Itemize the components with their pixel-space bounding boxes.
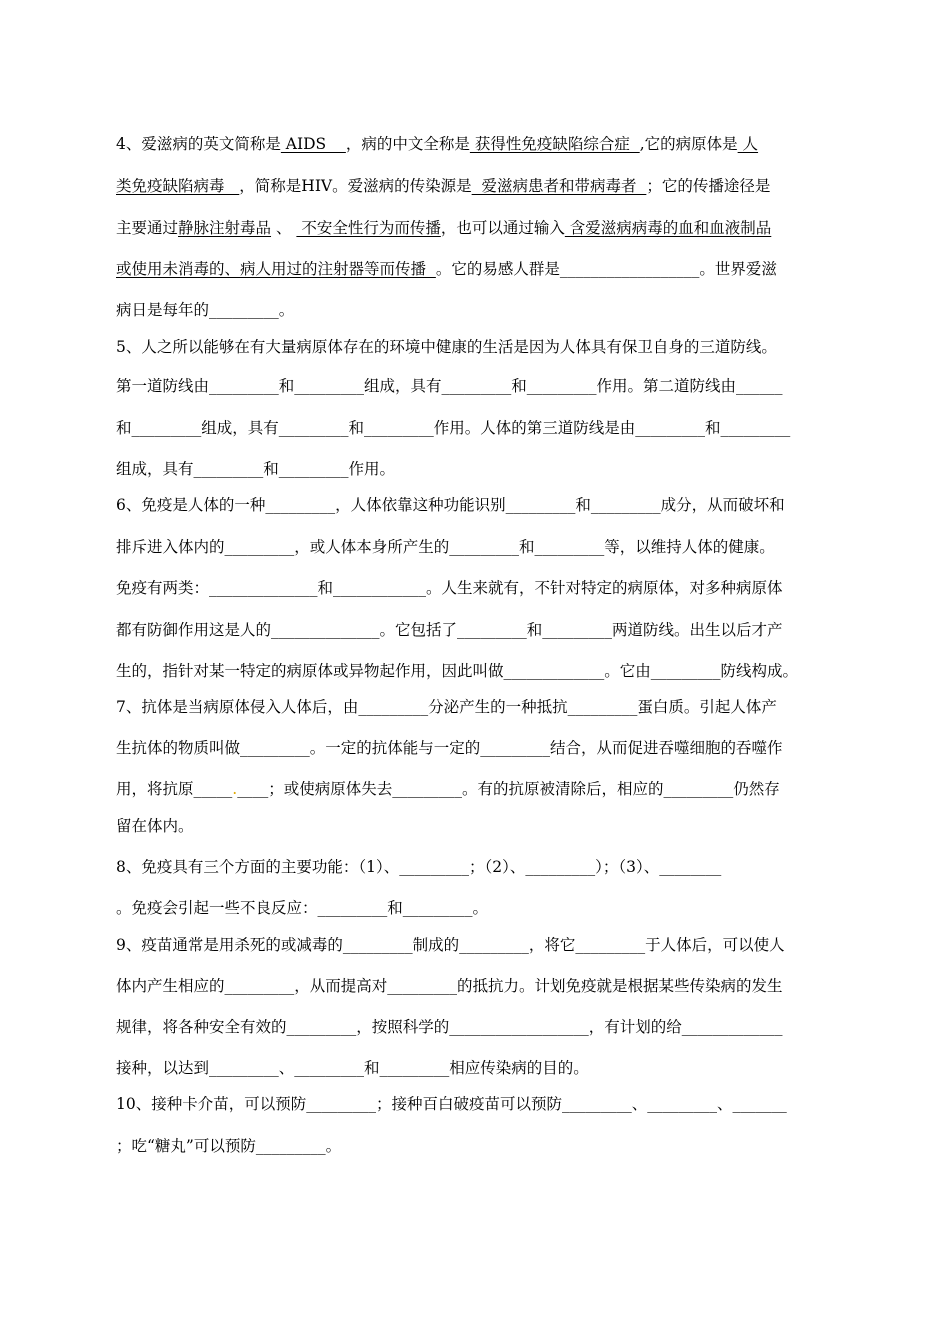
question-text: 主要通过 [116,219,179,237]
question-text: 免疫有两类：______________和____________。人生来就有，不针对特定的病原体，对多种病原体 [116,579,783,597]
text-line [116,130,836,158]
text-line [116,333,836,361]
text-line [116,1013,836,1041]
answer-text: 爱滋病患者和带病毒者 [471,177,647,195]
question-text: ____；或使病原体失去_________。有的抗原被清除后，相应的_________仍然存 [237,780,780,798]
answer-text: 类免疫缺陷病毒 [116,177,240,195]
answer-text: AIDS [280,135,346,153]
answer-text: 或使用未消毒的、病人用过的注射器等而传播 [116,260,436,278]
question-text: 接种，以达到_________、_________和_________相应传染病的目的。 [116,1059,589,1077]
question-text: ，病的中文全称是 [345,135,470,153]
question-text: 生的，指针对某一特定的病原体或异物起作用，因此叫做_____________。它由_________防线构成。 [116,662,799,680]
answer-text: 含爱滋病病毒的血和血液制品 [564,219,772,237]
question-text: 排斥进入体内的_________，或人体本身所产生的_________和_________等，以维持人体的健康。 [116,538,775,556]
text-line [116,616,836,644]
text-line [116,574,836,602]
text-line [116,255,836,283]
text-line [116,296,836,324]
question-text: ；吃“糖丸”可以预防_________。 [116,1137,342,1155]
question-text: ,它的病原体是 [639,135,738,153]
text-line [116,372,836,400]
text-line [116,533,836,561]
question-text: 。它的易感人群是__________________。世界爱滋 [435,260,777,278]
text-line [116,491,836,519]
question-text: . [232,780,238,798]
question-text: 9、疫苗通常是用杀死的或减毒的_________制成的_________，将它_________于人体后，可以使人 [116,936,785,954]
text-line [116,775,836,803]
answer-text: 静脉注射毒品 [178,219,272,237]
question-text: 7、抗体是当病原体侵入人体后，由_________分泌产生的一种抵抗_________蛋白质。引起人体产 [116,698,777,716]
question-text: ；它的传播途径是 [646,177,771,195]
question-text: 6、免疫是人体的一种_________，人体依靠这种功能识别_________和_________成分，从而破坏和 [116,496,785,514]
question-text: 规律，将各种安全有效的_________，按照科学的__________________，有计划的给_____________ [116,1018,783,1036]
question-text: 10、接种卡介苗，可以预防_________；接种百白破疫苗可以预防_________、_________、_______ [116,1095,787,1113]
question-text: 留在体内。 [116,817,194,835]
question-text: 8、免疫具有三个方面的主要功能：（1）、_________；（2）、_________）；（3）、________ [116,858,722,876]
question-text: 5、人之所以能够在有大量病原体存在的环境中健康的生活是因为人体具有保卫自身的三道防线。 [116,338,777,356]
question-text: 都有防御作用这是人的______________。它包括了_________和_________两道防线。出生以后才产 [116,621,783,639]
text-line [116,894,836,922]
question-text: 4、爱滋病的英文简称是 [116,135,281,153]
question-text: 病日是每年的_________。 [116,301,295,319]
text-line [116,455,836,483]
question-text: 第一道防线由_________和_________组成，具有_________和_________作用。第二道防线由______ [116,377,783,395]
text-line [116,931,836,959]
text-line [116,214,836,242]
text-line [116,972,836,1000]
question-text: 生抗体的物质叫做_________。一定的抗体能与一定的_________结合，从而促进吞噬细胞的吞噬作 [116,739,783,757]
answer-text: 获得性免疫缺陷综合症 [469,135,640,153]
question-text: 用，将抗原_____ [116,780,233,798]
text-line [116,853,836,881]
question-text: 、 [271,219,297,237]
question-text: ，简称是HIV。爱滋病的传染源是 [239,177,472,195]
question-text: 体内产生相应的_________，从而提高对_________的抵抗力。计划免疫就是根据某些传染病的发生 [116,977,783,995]
text-line [116,1054,836,1082]
answer-text: 人 [737,135,759,153]
text-line [116,172,836,200]
question-text: 和_________组成，具有_________和_________作用。人体的第三道防线是由_________和_________ [116,419,791,437]
text-line [116,1090,836,1118]
text-line [116,1132,836,1160]
answer-text: 不安全性行为而传播 [296,219,441,237]
question-text: ，也可以通过输入 [440,219,565,237]
question-text: 。免疫会引起一些不良反应：_________和_________。 [116,899,489,917]
text-line [116,414,836,442]
question-text: 组成，具有_________和_________作用。 [116,460,396,478]
text-line [116,693,836,721]
text-line [116,812,836,840]
text-line [116,657,836,685]
text-line [116,734,836,762]
